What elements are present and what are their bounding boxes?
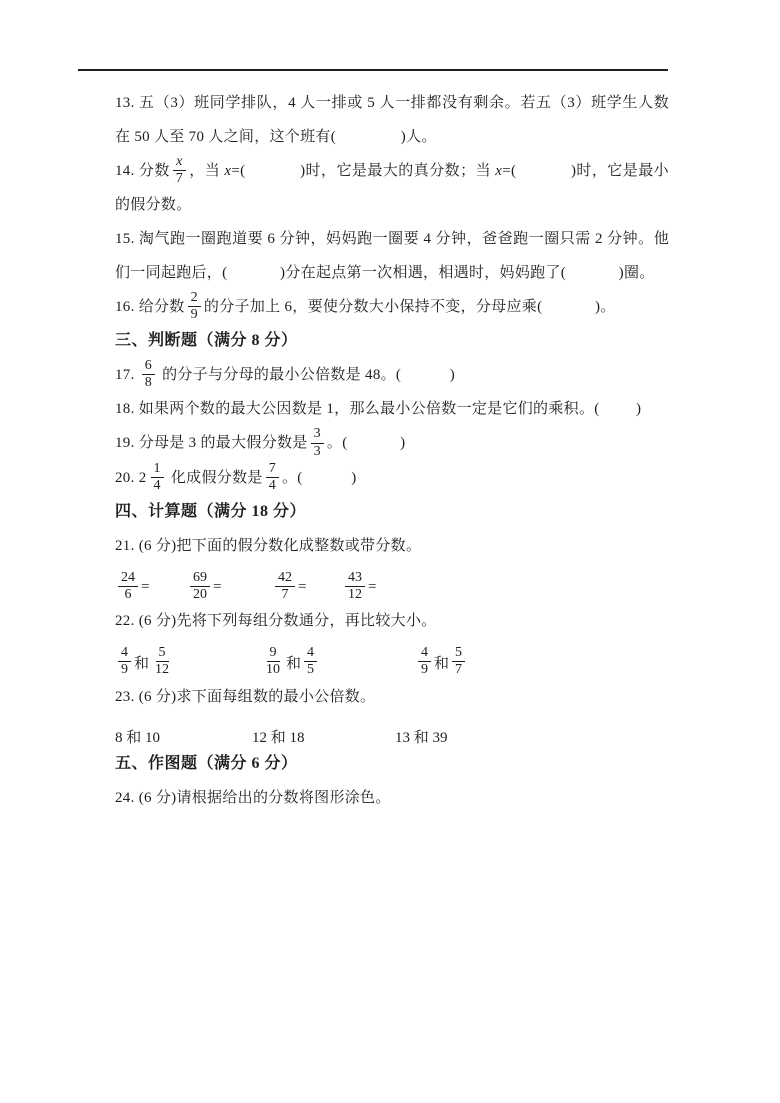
question-14 [115,154,669,222]
text-run: ，当 [189,163,225,179]
section-5-drawing-heading: 五、作图题（满分 6 分） [115,754,298,772]
text-run: 24. (6 分)请根据给出的分数将图形涂色。 [115,789,391,806]
fraction: $\frac{6}{8}$ [142,358,155,391]
question-21 [115,529,669,563]
math-item [115,726,252,747]
section-3-judgement-heading: 三、判断题（满分 8 分） [115,332,298,350]
fraction: $\frac{5}{7}$ [452,645,465,678]
q21-expression-row [115,571,669,604]
question-20 [115,461,669,496]
question-15 [115,222,669,290]
mixed-number: 2 $\frac{1}{4}$ [139,461,167,495]
fraction: $\frac{42}{7}$ [275,570,295,603]
fraction: $\frac{4}{9}$ [118,645,131,678]
text-run: 17. [115,367,139,384]
text-run: 13 和 39 [395,729,448,746]
math-item [252,726,395,747]
text-run: 20. [115,469,139,486]
question-17 [115,358,669,392]
math-item [115,646,260,679]
text-run: 12 和 18 [252,729,305,746]
question-19 [115,426,669,460]
math-item [395,726,448,747]
math-item [415,646,468,679]
question-22 [115,604,669,638]
fraction: $\frac{7}{4}$ [266,461,279,494]
exam-page-content [115,86,669,815]
text-run: 15. 淘气跑一圈跑道要 6 分钟，妈妈跑一圈要 4 分钟，爸爸跑一圈只需 2 分钟。他们一同起跑后，( )分在起点第一次相遇，相遇时，妈妈跑了( )圈。 [115,231,669,282]
text-run: 14. 分数 [115,163,170,179]
page-header-rule [78,69,668,71]
fraction: $\frac{4}{9}$ [418,645,431,678]
question-18 [115,392,669,426]
text-run: 19. 分母是 3 的最大假分数是 [115,435,308,452]
text-run: 18. 如果两个数的最大公因数是 1，那么最小公倍数一定是它们的乘积。( ) [115,401,642,418]
question-13 [115,86,669,154]
math-item [187,571,272,604]
section-4-calculation-heading: 四、计算题（满分 18 分） [115,503,307,521]
text-run: 8 和 10 [115,729,161,746]
q23-number-row [115,726,669,747]
question-16 [115,290,669,324]
text-run: =( )时，它是最小的假分数。 [115,163,669,214]
math-item [115,571,187,604]
math-item [342,571,376,604]
text-run: 21. (6 分)把下面的假分数化成整数或带分数。 [115,538,422,555]
text-run: 22. (6 分)先将下列每组分数通分，再比较大小。 [115,613,437,630]
text-run: 的分子加上 6，要使分数大小保持不变，分母应乘( )。 [203,299,616,316]
text-run: x [495,163,503,179]
fraction: $\frac{4}{5}$ [304,645,317,678]
text-run: 和 [286,656,302,673]
math-item [272,571,342,604]
text-run: = [141,579,150,596]
fraction: $\frac{x}{7}$ [173,154,186,187]
q22-expression-row [115,646,669,679]
text-run: 化成假分数是 [166,469,263,486]
fraction: $\frac{43}{12}$ [345,570,365,603]
fraction: $\frac{2}{9}$ [188,290,201,323]
text-run: 和 [434,656,450,673]
text-run: = [213,579,222,596]
text-run: = [368,579,377,596]
fraction: $\frac{9}{10}$ [266,645,280,678]
text-run: 13. 五（3）班同学排队，4 人一排或 5 人一排都没有剩余。若五（3）班学生人数在 50 人至 70 人之间，这个班有( )人。 [115,95,669,145]
text-run: x [224,163,232,179]
fraction: $\frac{3}{3}$ [311,426,324,459]
text-run: 的分子与分母的最小公倍数是 48。( ) [158,367,456,384]
fraction: $\frac{1}{4}$ [151,461,164,494]
text-run: = [298,579,307,596]
fraction: $\frac{24}{6}$ [118,570,138,603]
text-run: =( )时，它是最大的真分数；当 [231,163,496,179]
text-run: 16. 给分数 [115,299,185,316]
fraction: $\frac{69}{20}$ [190,570,210,603]
text-run: 23. (6 分)求下面每组数的最小公倍数。 [115,688,376,705]
math-item [260,646,415,679]
question-24 [115,781,669,815]
text-run: 。( ) [282,469,357,486]
fraction: $\frac{5}{12}$ [155,645,170,678]
text-run: 。( ) [326,435,406,452]
text-run: 和 [134,656,150,673]
question-23 [115,680,669,714]
